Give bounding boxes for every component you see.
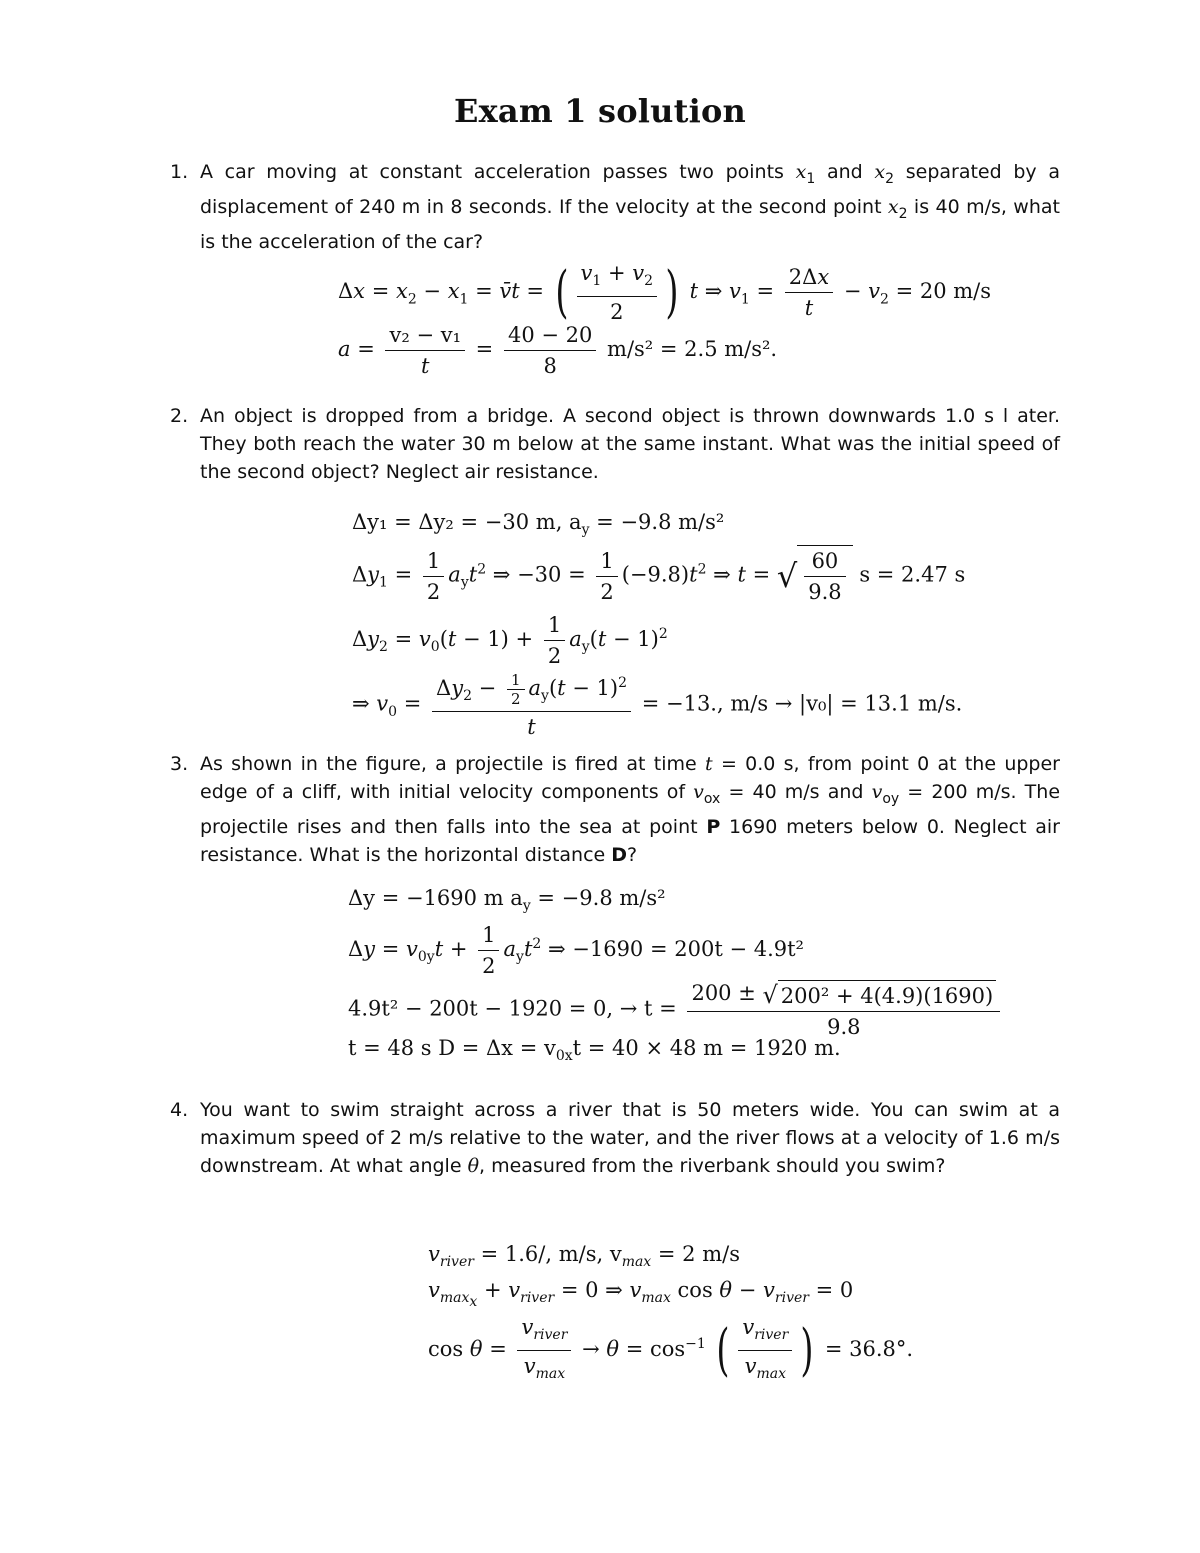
problem-text: You want to swim straight across a river that is 50 meters wide. You can swim at a maximum speed of 2 m/s relative to the water, and the river flows at a velocity of 1.6 m/s downstream. At what angle θ, measured from the riverbank should you swim?: [200, 1099, 1060, 1177]
equation-3-2: $\Delta y = v_{0y}t$ + $\frac{1}{2}$ $a_yt^2$ ⇒ −1690 = 200t − 4.9t²: [348, 920, 804, 981]
page-title: Exam 1 solution: [454, 92, 746, 130]
equation-3-3: 4.9t² − 200t − 1920 = 0, → t = $\frac{\text{200 ± √ 200² + 4(4.9)(1690)}}{9.8}$: [348, 978, 1004, 1042]
equation-4-3: cos θ = $\frac{v_{river}}{v_{max}}$ → $\theta = \cos^{-1}$ ( $\frac{v_{river}}{v_{max}}$ ) = 36.8°.: [428, 1312, 913, 1389]
problem-3: [170, 750, 1060, 869]
equation-2-4: ⇒ $v_0$ = $\Delta y_2$ − $\frac{1}{2}$ $a_y(t - 1)^2$ t = −13., m/s → |v₀| = 13.1 m/s.: [352, 668, 962, 742]
problem-number: 2.: [170, 405, 189, 427]
problem-2: [170, 402, 1060, 486]
problem-number: 3.: [170, 753, 189, 775]
equation-3-1: Δy = −1690 m $a_y = -9.8$ m/s²: [348, 886, 666, 915]
problem-text: A car moving at constant acceleration passes two points $x_1$ and $x_2$ separated by a displacement of 240 m in 8 seconds. If the velocity at the second point $x_2$ is 40 m/s, what is the acceleration of the car?: [200, 161, 1061, 253]
equation-2-3: $\Delta y_2 = v_0(t - 1)$ + $\frac{1}{2}$ $a_y(t - 1)^2$: [352, 610, 668, 671]
equation-1-1: $\Delta x = x_2 - x_1$ = v̄t = ( $\frac{v_1 + v_2}{2}$ ) t ⇒ $v_1$ = $\frac{2\Delta x}{t}$ − $v_2 = 20$ m/s: [338, 259, 992, 325]
equation-1-2: a = $\frac{\text{v₂ − v₁}}{t}$ = $\frac{40 - 20}{8}$ m/s² = 2.5 m/s².: [338, 320, 777, 381]
problem-text: An object is dropped from a bridge. A second object is thrown downwards 1.0 s l ater. They both reach the water 30 m below at the same instant. What was the initial speed of the second object? Neglect air resistance.: [200, 405, 1060, 483]
equation-4-1: $v_{river} = 1.6/$, m/s, $v_{max} = 2$ m/s: [428, 1242, 740, 1271]
equation-result: = 20 m/s: [895, 279, 992, 304]
equation-2-2: $\Delta y_1$ = $\frac{1}{2}$ $a_yt^2$ ⇒ −30 = $\frac{1}{2}$ $(-9.8)t^2$ ⇒ t = √ $\frac{60}{9.8}$ s = 2.47 s: [352, 545, 965, 607]
equation-3-4: t = 48 s $D = \Delta x = v_{0x}t = 40 \times 48$ m = 1920 m.: [348, 1036, 841, 1065]
equation-result: m/s² = 2.5 m/s².: [607, 337, 778, 361]
problem-1: [170, 158, 1060, 256]
equation-2-1: Δy₁ = Δy₂ = −30 m, $a_y = -9.8$ m/s²: [352, 510, 725, 539]
problem-number: 4.: [170, 1099, 189, 1121]
problem-number: 1.: [170, 161, 189, 183]
problem-4: [170, 1096, 1060, 1180]
problem-text: As shown in the figure, a projectile is fired at time t = 0.0 s, from point 0 at the upper edge of a cliff, with initial velocity components of $v_{ox} = 40$ m/s and $v_{oy} = 200$ m/s. The projectile rises and then falls into the sea at point P 1690 meters below 0. Neglect air resistance. What is the horizontal distance D?: [200, 753, 1061, 866]
equation-4-2: $v_{max_x} + v_{river} = 0$ ⇒ $v_{max}$ $\cos \theta - v_{river} = 0$: [428, 1278, 854, 1310]
